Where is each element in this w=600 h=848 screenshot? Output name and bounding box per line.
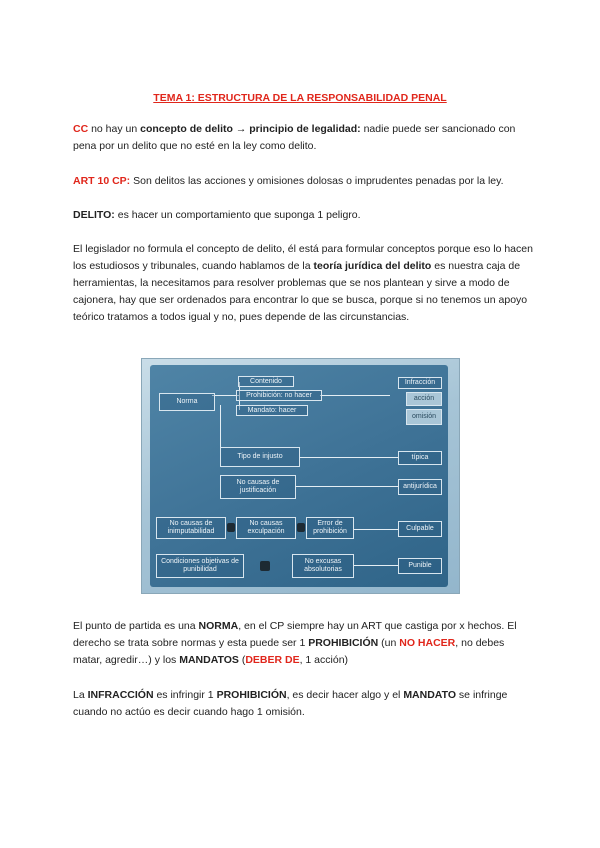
- text: no hay un: [88, 123, 141, 135]
- bold-text: NORMA: [198, 620, 239, 632]
- page-title: TEMA 1: ESTRUCTURA DE LA RESPONSABILIDAD PENAL: [153, 92, 447, 104]
- text: , no debes matar, agredir…) y los: [73, 637, 505, 666]
- diagram-box-antijuridica: antijurídica: [398, 479, 442, 495]
- art-label: ART 10 CP:: [73, 175, 131, 187]
- connector-line: [320, 395, 390, 396]
- diagram-box-omision: omisión: [406, 409, 442, 425]
- diagram-photo: [141, 358, 460, 594]
- connector-block: [260, 561, 270, 571]
- delito-label: DELITO:: [73, 209, 115, 221]
- text: (un: [378, 637, 400, 649]
- connector-line: [220, 405, 221, 449]
- text: (: [238, 654, 246, 666]
- bold-text: MANDATOS: [179, 654, 239, 666]
- bold-text: teoría jurídica del delito: [313, 260, 432, 272]
- diagram-slide: [150, 365, 448, 587]
- bold-text: INFRACCIÓN: [87, 689, 154, 701]
- bold-text: PROHIBICIÓN: [308, 637, 379, 649]
- connector-line: [354, 529, 398, 530]
- diagram-box-no-excusas: No excusas absolutorias: [292, 554, 354, 578]
- diagram-box-tipo-injusto: Tipo de injusto: [220, 447, 300, 467]
- text: es infringir 1: [153, 689, 217, 701]
- diagram-box-prohibicion: Prohibición: no hacer: [236, 390, 322, 401]
- bold-text: concepto de delito → principio de legalidad:: [140, 123, 361, 135]
- paragraph-infraccion: [73, 687, 535, 721]
- paragraph-norma: [73, 618, 535, 669]
- red-text: DEBER DE: [245, 654, 300, 666]
- text: Son delitos las acciones y omisiones dolosas o imprudentes penadas por la ley.: [130, 175, 504, 187]
- paragraph-art10: [73, 173, 535, 190]
- connector-block: [227, 523, 235, 532]
- diagram-box-accion: acción: [406, 392, 442, 406]
- connector-line: [296, 486, 398, 487]
- diagram-box-culpable: Culpable: [398, 521, 442, 537]
- diagram-box-error-prohibicion: Error de prohibición: [306, 517, 354, 539]
- paragraph-delito: [73, 207, 535, 224]
- text: nadie puede ser sancionado con pena por un delito que no esté en la ley como delito.: [73, 123, 516, 152]
- diagram-box-no-causas-exculpacion: No causas exculpación: [236, 517, 296, 539]
- bold-text: PROHIBICIÓN: [216, 689, 287, 701]
- connector-line: [354, 565, 398, 566]
- diagram-box-no-causas-justificacion: No causas de justificación: [220, 475, 296, 499]
- connector-line: [300, 457, 398, 458]
- text: , es decir hacer algo y el: [286, 689, 404, 701]
- text: La: [73, 689, 88, 701]
- diagram-box-condiciones-objetivas: Condiciones objetivas de punibilidad: [156, 554, 244, 578]
- paragraph-legislador: [73, 241, 535, 326]
- text: se infringe cuando no actúo es decir cuando hago 1 omisión.: [73, 689, 508, 718]
- text: El legislador no formula el concepto de delito, él está para formular conceptos porque eso lo hacen los estudiosos y tribunales, cuando hablamos de la: [73, 243, 533, 272]
- bold-text: MANDATO: [403, 689, 457, 701]
- text: El punto de partida es una: [73, 620, 199, 632]
- text: es nuestra caja de herramientas, la necesitamos para resolver problemas que se nos plantean y sirve a modo de cajonera, hay que ser ordenados para encontrar lo que se busca, porque si no tenemos un apoyo teórico tratamos a todos igual y no, pues depende de las circunstancias.: [73, 260, 528, 323]
- red-text: NO HACER: [399, 637, 456, 649]
- text: , en el CP siempre hay un ART que castiga por x hechos. El derecho se trata sobre normas y esta puede ser 1: [73, 620, 517, 649]
- diagram-box-no-causas-inimputabilidad: No causas de inimputabilidad: [156, 517, 226, 539]
- diagram-box-infraccion: Infracción: [398, 377, 442, 389]
- diagram-box-norma: Norma: [159, 393, 215, 411]
- diagram-box-mandato: Mandato: hacer: [236, 405, 308, 416]
- cc-label: CC: [73, 123, 89, 135]
- text: es hacer un comportamiento que suponga 1 peligro.: [114, 209, 361, 221]
- diagram-box-tipica: típica: [398, 451, 442, 465]
- paragraph-cc: [73, 121, 535, 155]
- connector-block: [297, 523, 305, 532]
- diagram-box-contenido: Contenido: [238, 376, 294, 387]
- diagram-box-punible: Punible: [398, 558, 442, 574]
- text: , 1 acción): [299, 654, 349, 666]
